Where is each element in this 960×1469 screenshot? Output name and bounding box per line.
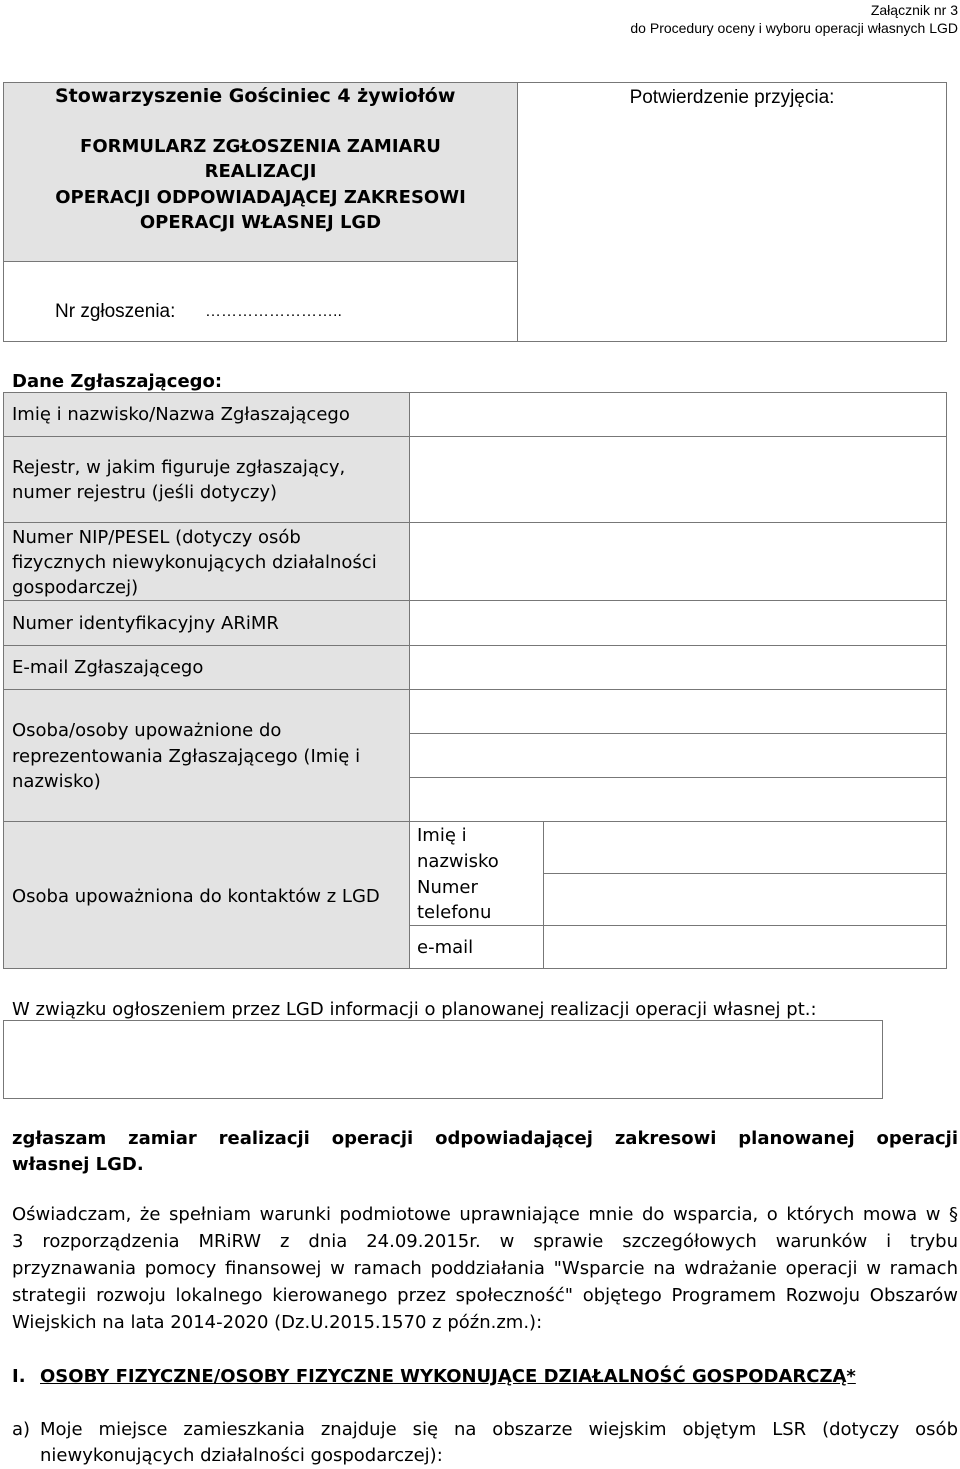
statement-line-4: strategii rozwoju lokalnego kierowanego przez społeczność" objętego Programem Rozwoju Obszarów xyxy=(12,1285,958,1306)
number-label: Nr zgłoszenia: xyxy=(55,301,176,322)
email-field[interactable] xyxy=(409,645,947,690)
contact-phone-label-1: Numer xyxy=(417,877,478,898)
declaration-line-2: własnej LGD. xyxy=(12,1154,144,1175)
arimr-field[interactable] xyxy=(409,600,947,646)
contact-email-field[interactable] xyxy=(543,925,947,969)
section-title-persons: OSOBY FIZYCZNE/OSOBY FIZYCZNE WYKONUJĄCE DZIAŁALNOŚĆ GOSPODARCZĄ* xyxy=(40,1366,856,1387)
item-a-marker: a) xyxy=(12,1419,31,1440)
confirmation-box xyxy=(517,82,947,342)
form-title-4: OPERACJI WŁASNEJ LGD xyxy=(139,212,382,233)
form-title-1: FORMULARZ ZGŁOSZENIA ZAMIARU xyxy=(80,136,441,157)
statement-line-5: Wiejskich na lata 2014-2020 (Dz.U.2015.1570 z późn.zm.): xyxy=(12,1312,543,1333)
attachment-procedure: do Procedury oceny i wyboru operacji własnych LGD xyxy=(630,20,958,36)
register-label-1: Rejestr, w jakim figuruje zgłaszający, xyxy=(12,457,346,478)
contact-name-field[interactable] xyxy=(543,821,947,874)
representatives-label-3: nazwisko) xyxy=(12,771,101,792)
contact-email-label: e-mail xyxy=(417,937,474,958)
contact-phone-label-2: telefonu xyxy=(417,902,492,923)
statement-line-3: przyznawania pomocy finansowej w ramach poddziałania "Wsparcie na wdrażanie operacji w ramach xyxy=(12,1258,958,1279)
statement-line-2: 3 rozporządzenia MRiRW z dnia 24.09.2015r. w sprawie szczegółowych warunków i trybu xyxy=(12,1231,958,1252)
nip-label-3: gospodarczej) xyxy=(12,577,139,598)
announcement-text: W związku ogłoszeniem przez LGD informacji o planowanej realizacji operacji własnej pt.: xyxy=(12,999,817,1020)
applicant-name-field[interactable] xyxy=(409,392,947,437)
item-a-line-1: Moje miejsce zamieszkania znajduje się na obszarze wiejskim objętym LSR (dotyczy osób xyxy=(40,1419,958,1440)
attachment-number: Załącznik nr 3 xyxy=(870,2,958,18)
confirmation-label: Potwierdzenie przyjęcia: xyxy=(629,87,835,108)
representative-field-3[interactable] xyxy=(409,777,947,822)
section-number: I. xyxy=(12,1366,26,1387)
register-label-2: numer rejestru (jeśli dotyczy) xyxy=(12,482,278,503)
email-label: E-mail Zgłaszającego xyxy=(12,657,204,678)
register-field[interactable] xyxy=(409,436,947,523)
nip-pesel-field[interactable] xyxy=(409,522,947,601)
representatives-label-1: Osoba/osoby upoważnione do xyxy=(12,720,282,741)
statement-line-1: Oświadczam, że spełniam warunki podmiotowe uprawniające mnie do wsparcia, o których mowa w § xyxy=(12,1204,958,1225)
form-title-3: OPERACJI ODPOWIADAJĄCEJ ZAKRESOWI xyxy=(55,187,466,208)
contact-label: Osoba upoważniona do kontaktów z LGD xyxy=(12,886,380,907)
org-name: Stowarzyszenie Gościniec 4 żywiołów xyxy=(55,85,456,107)
number-field[interactable]: …………………….. xyxy=(205,303,342,320)
form-title-2: REALIZACJI xyxy=(204,161,317,182)
representative-field-1[interactable] xyxy=(409,689,947,734)
nip-label-1: Numer NIP/PESEL (dotyczy osób xyxy=(12,527,301,548)
declaration-line-1: zgłaszam zamiar realizacji operacji odpowiadającej zakresowi planowanej operacji xyxy=(12,1128,958,1149)
contact-name-label-2: nazwisko xyxy=(417,851,499,872)
nip-label-2: fizycznych niewykonujących działalności xyxy=(12,552,377,573)
representatives-label-2: reprezentowania Zgłaszającego (Imię i xyxy=(12,746,361,767)
operation-title-field[interactable] xyxy=(3,1020,883,1099)
contact-phone-field[interactable] xyxy=(543,873,947,926)
section-title-applicant: Dane Zgłaszającego: xyxy=(12,371,223,392)
representative-field-2[interactable] xyxy=(409,733,947,778)
arimr-label: Numer identyfikacyjny ARiMR xyxy=(12,613,279,634)
item-a-line-2: niewykonujących działalności gospodarczej): xyxy=(40,1445,443,1466)
contact-name-label-1: Imię i xyxy=(417,825,467,846)
name-label: Imię i nazwisko/Nazwa Zgłaszającego xyxy=(12,404,350,425)
